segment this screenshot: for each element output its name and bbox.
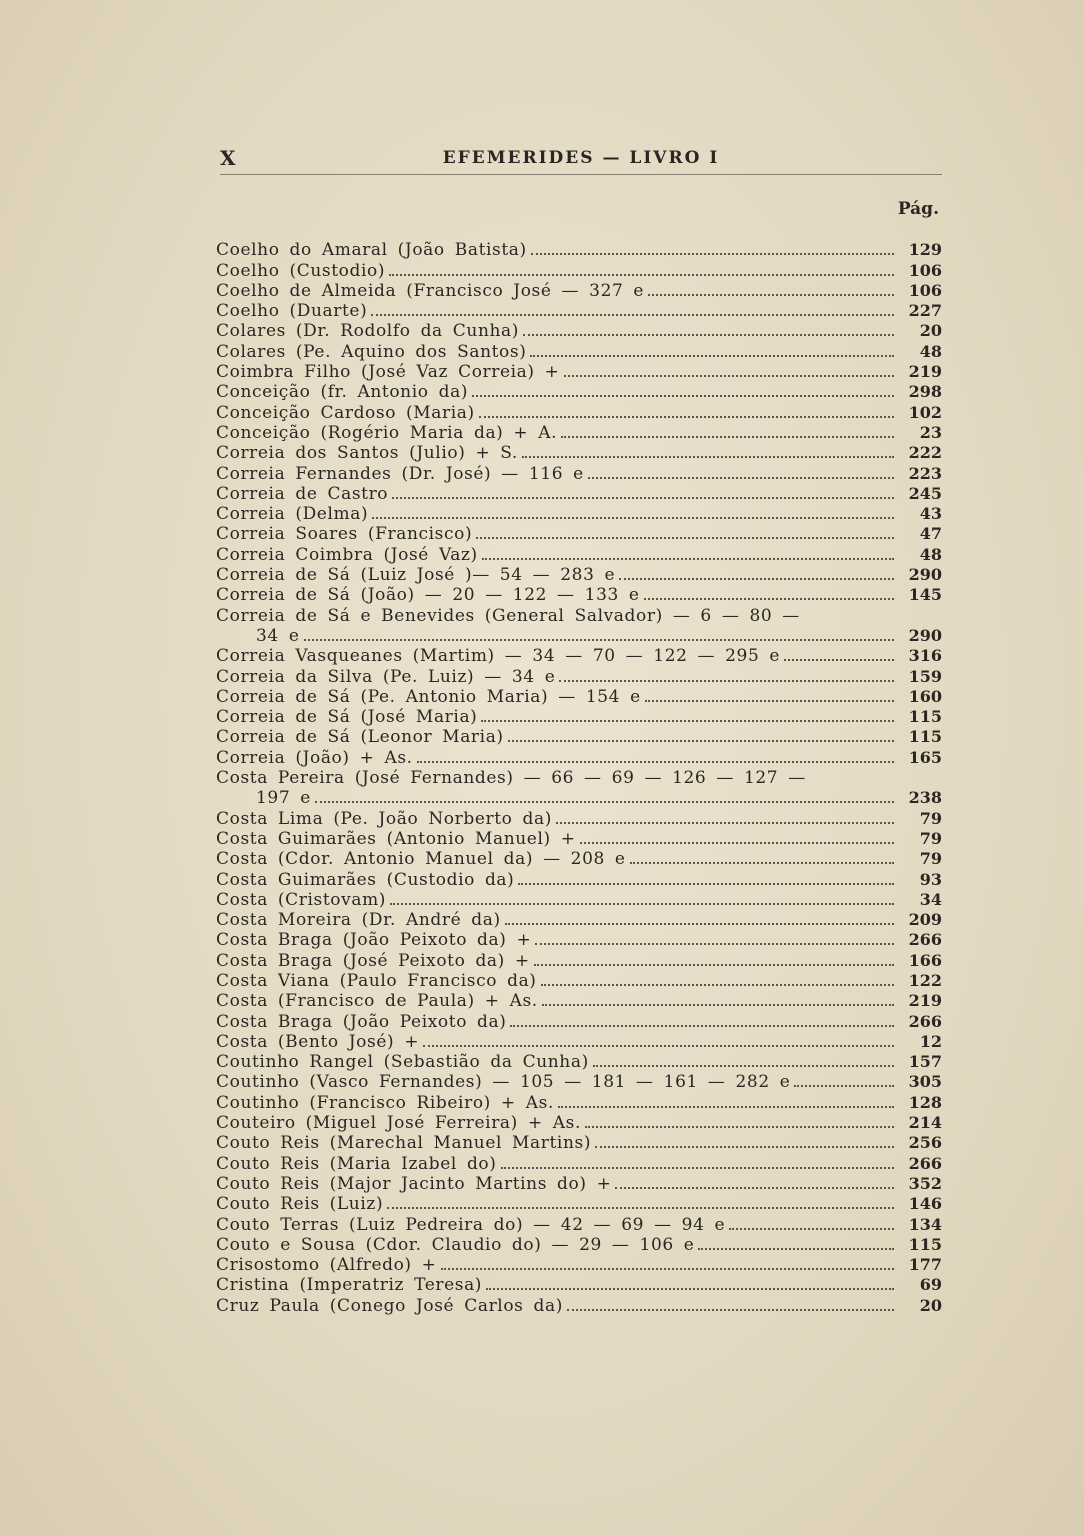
entry-page-number: 352 [908,1173,942,1193]
index-entry [216,666,942,686]
index-entry [216,1295,942,1315]
dot-leader [390,903,894,905]
entry-page-number: 177 [908,1255,942,1275]
entry-name: Conceição (Rogério Maria da) + A. [216,422,558,443]
dot-leader [698,1248,894,1250]
index-entry [216,829,942,849]
entry-name: Coimbra Filho (José Vaz Correia) + [216,362,560,383]
dot-leader [510,1025,894,1027]
dot-leader [588,477,894,479]
entry-name: Correia de Sá (Leonor Maria) [216,727,504,748]
entry-name: Couto e Sousa (Cdor. Claudio do) — 29 — 106 e [216,1234,695,1255]
dot-leader [523,334,894,336]
index-entry [216,402,942,422]
page-column-header: Pág. [897,199,939,219]
entry-name: Coutinho (Francisco Ribeiro) + As. [216,1092,554,1113]
index-entry [216,1174,942,1194]
index-list [216,240,942,1316]
entry-name: Coelho de Almeida (Francisco José — 327 e [216,280,645,301]
index-entry [216,1214,942,1234]
entry-page-number: 12 [919,1031,942,1051]
entry-name: Costa Moreira (Dr. André da) [216,910,501,931]
index-entry [216,504,942,524]
index-entry [216,484,942,504]
entry-page-number: 166 [908,950,942,970]
dot-leader [371,314,894,316]
entry-page-number: 145 [908,585,942,605]
entry-page-number: 214 [908,1113,942,1133]
entry-page-number: 79 [919,828,942,848]
entry-page-number: 128 [908,1092,942,1112]
index-entry [216,910,942,930]
index-entry [216,260,942,280]
index-entry [216,687,942,707]
index-entry [216,808,942,828]
dot-leader [508,740,894,742]
entry-name: Coutinho Rangel (Sebastião da Cunha) [216,1052,589,1073]
dot-leader [535,943,894,945]
entry-page-number: 134 [908,1214,942,1234]
index-entry [216,1133,942,1153]
entry-name: Costa (Bento José) + [216,1031,420,1052]
entry-name: Costa Guimarães (Antonio Manuel) + [216,828,576,849]
dot-leader [541,984,894,986]
index-entry [216,281,942,301]
dot-leader [501,1167,894,1169]
dot-leader [315,801,894,803]
entry-name: Coelho (Custodio) [216,260,386,281]
index-entry [216,443,942,463]
index-entry [216,321,942,341]
entry-page-number: 102 [908,402,942,422]
dot-leader [392,497,894,499]
index-entry [216,301,942,321]
entry-page-number: 305 [908,1072,942,1092]
dot-leader [794,1085,894,1087]
entry-name: Costa Pereira (José Fernandes) — 66 — 69 — 126 — 127 — [216,768,806,789]
entry-page-number: 47 [919,524,942,544]
dot-leader [479,416,894,418]
entry-name: Coelho (Duarte) [216,301,368,322]
page-folio: X [220,146,237,170]
entry-page-number: 160 [908,686,942,706]
entry-name: Correia (João) + As. [216,747,413,768]
entry-page-number: 106 [908,260,942,280]
entry-page-number: 122 [908,970,942,990]
entry-page-number: 290 [908,565,942,585]
index-entry [216,565,942,585]
dot-leader [542,1004,894,1006]
entry-name: Coutinho (Vasco Fernandes) — 105 — 181 — 161 — 282 e [216,1072,791,1093]
entry-page-number: 48 [919,341,942,361]
entry-page-number: 115 [908,707,942,727]
index-entry [216,646,942,666]
dot-leader [417,761,894,763]
entry-page-number: 20 [919,1295,942,1315]
entry-name: Correia Coimbra (José Vaz) [216,544,478,565]
dot-leader [372,517,894,519]
index-entry [216,707,942,727]
entry-name: Costa Guimarães (Custodio da) [216,869,515,890]
dot-leader [486,1288,894,1290]
index-entry [216,768,942,788]
entry-page-number: 219 [908,362,942,382]
entry-name: Costa Braga (João Peixoto da) + [216,930,532,951]
entry-page-number: 238 [908,788,942,808]
index-entry [216,524,942,544]
entry-page-number: 159 [908,666,942,686]
entry-page-number: 79 [919,808,942,828]
entry-name: Correia da Silva (Pe. Luiz) — 34 e [216,666,556,687]
index-entry [216,1275,942,1295]
entry-name: Correia Fernandes (Dr. José) — 116 e [216,463,584,484]
index-entry [216,1072,942,1092]
dot-leader [559,680,894,682]
dot-leader [784,659,894,661]
dot-leader [531,253,894,255]
index-entry [216,341,942,361]
index-entry [216,544,942,564]
entry-name: Cristina (Imperatriz Teresa) [216,1275,483,1296]
entry-name: Colares (Pe. Aquino dos Santos) [216,341,527,362]
entry-page-number: 115 [908,727,942,747]
entry-page-number: 106 [908,280,942,300]
entry-name: Correia de Sá (João) — 20 — 122 — 133 e [216,585,640,606]
dot-leader [619,578,894,580]
entry-name: Correia de Sá (Luiz José )— 54 — 283 e [216,565,616,586]
entry-page-number: 223 [908,463,942,483]
entry-page-number: 20 [919,321,942,341]
entry-name: Correia Soares (Francisco) [216,524,473,545]
entry-page-number: 209 [908,910,942,930]
dot-leader [558,1106,894,1108]
index-entry [216,626,942,646]
entry-page-number: 266 [908,1011,942,1031]
entry-name: Correia Vasqueanes (Martim) — 34 — 70 — 122 — 295 e [216,646,781,667]
dot-leader [481,720,894,722]
entry-page-number: 316 [908,646,942,666]
entry-name: Correia de Sá (José Maria) [216,707,478,728]
index-entry [216,788,942,808]
dot-leader [564,375,895,377]
running-header [220,144,942,175]
index-entry [216,950,942,970]
entry-name: 197 e [216,788,311,809]
entry-page-number: 266 [908,1153,942,1173]
index-entry [216,1235,942,1255]
entry-name: Couto Terras (Luiz Pedreira do) — 42 — 69 — 94 e [216,1214,726,1235]
dot-leader [593,1065,894,1067]
entry-name: Colares (Dr. Rodolfo da Cunha) [216,321,520,342]
entry-name: Couto Reis (Luiz) [216,1194,384,1215]
index-entry [216,463,942,483]
dot-leader [304,639,894,641]
entry-page-number: 69 [919,1275,942,1295]
dot-leader [645,700,894,702]
dot-leader [567,1309,894,1311]
dot-leader [518,883,894,885]
entry-name: Conceição Cardoso (Maria) [216,402,475,423]
entry-page-number: 245 [908,483,942,503]
entry-name: Costa Viana (Paulo Francisco da) [216,970,537,991]
entry-page-number: 219 [908,991,942,1011]
entry-page-number: 43 [919,504,942,524]
dot-leader [556,822,894,824]
entry-name: Couto Reis (Major Jacinto Martins do) + [216,1173,612,1194]
dot-leader [472,395,894,397]
entry-name: Correia de Sá (Pe. Antonio Maria) — 154 e [216,686,641,707]
index-entry [216,971,942,991]
entry-page-number: 93 [919,869,942,889]
entry-page-number: 129 [908,240,942,260]
entry-page-number: 157 [908,1052,942,1072]
entry-name: 34 e [216,625,300,646]
dot-leader [387,1207,894,1209]
index-entry [216,240,942,260]
entry-name: Correia de Castro [216,483,389,504]
entry-page-number: 298 [908,382,942,402]
dot-leader [534,964,894,966]
entry-name: Couto Reis (Marechal Manuel Martins) [216,1133,592,1154]
entry-page-number: 165 [908,747,942,767]
entry-name: Crisostomo (Alfredo) + [216,1255,437,1276]
entry-page-number: 290 [908,625,942,645]
index-entry [216,605,942,625]
index-entry [216,362,942,382]
dot-leader [441,1268,894,1270]
index-entry [216,747,942,767]
index-entry [216,1052,942,1072]
entry-name: Couto Reis (Maria Izabel do) [216,1153,497,1174]
entry-name: Costa Lima (Pe. João Norberto da) [216,808,552,829]
dot-leader [530,355,894,357]
dot-leader [644,598,894,600]
entry-page-number: 222 [908,443,942,463]
dot-leader [522,456,894,458]
dot-leader [729,1228,894,1230]
entry-name: Costa (Cdor. Antonio Manuel da) — 208 e [216,849,626,870]
index-entry [216,1032,942,1052]
dot-leader [648,294,894,296]
dot-leader [561,436,894,438]
index-entry [216,849,942,869]
dot-leader [423,1045,894,1047]
dot-leader [389,274,894,276]
entry-name: Correia (Delma) [216,504,369,525]
index-entry [216,1255,942,1275]
entry-name: Coelho do Amaral (João Batista) [216,240,527,261]
index-entry [216,585,942,605]
entry-name: Conceição (fr. Antonio da) [216,382,469,403]
entry-name: Costa Braga (João Peixoto da) [216,1011,507,1032]
entry-name: Costa Braga (José Peixoto da) + [216,950,530,971]
dot-leader [595,1146,894,1148]
index-entry [216,890,942,910]
index-entry [216,423,942,443]
entry-page-number: 146 [908,1194,942,1214]
index-entry [216,991,942,1011]
dot-leader [615,1187,894,1189]
entry-page-number: 48 [919,544,942,564]
index-entry [216,930,942,950]
index-entry [216,1092,942,1112]
index-entry [216,1011,942,1031]
entry-page-number: 34 [919,889,942,909]
dot-leader [630,862,894,864]
running-title: EFEMERIDES — LIVRO I [442,148,720,168]
entry-page-number: 266 [908,930,942,950]
index-entry [216,1113,942,1133]
entry-page-number: 227 [908,301,942,321]
index-entry [216,1153,942,1173]
index-entry [216,869,942,889]
entry-name: Costa (Francisco de Paula) + As. [216,991,538,1012]
entry-name: Correia dos Santos (Julio) + S. [216,443,518,464]
dot-leader [580,842,894,844]
entry-page-number: 79 [919,849,942,869]
entry-name: Couteiro (Miguel José Ferreira) + As. [216,1113,581,1134]
entry-page-number: 256 [908,1133,942,1153]
entry-name: Costa (Cristovam) [216,889,387,910]
dot-leader [476,537,894,539]
entry-name: Cruz Paula (Conego José Carlos da) [216,1295,563,1316]
index-entry [216,1194,942,1214]
index-entry [216,382,942,402]
index-entry [216,727,942,747]
dot-leader [505,923,894,925]
dot-leader [482,558,894,560]
dot-leader [585,1126,894,1128]
entry-name: Correia de Sá e Benevides (General Salvador) — 6 — 80 — [216,605,800,626]
entry-page-number: 115 [908,1234,942,1254]
entry-page-number: 23 [919,422,942,442]
